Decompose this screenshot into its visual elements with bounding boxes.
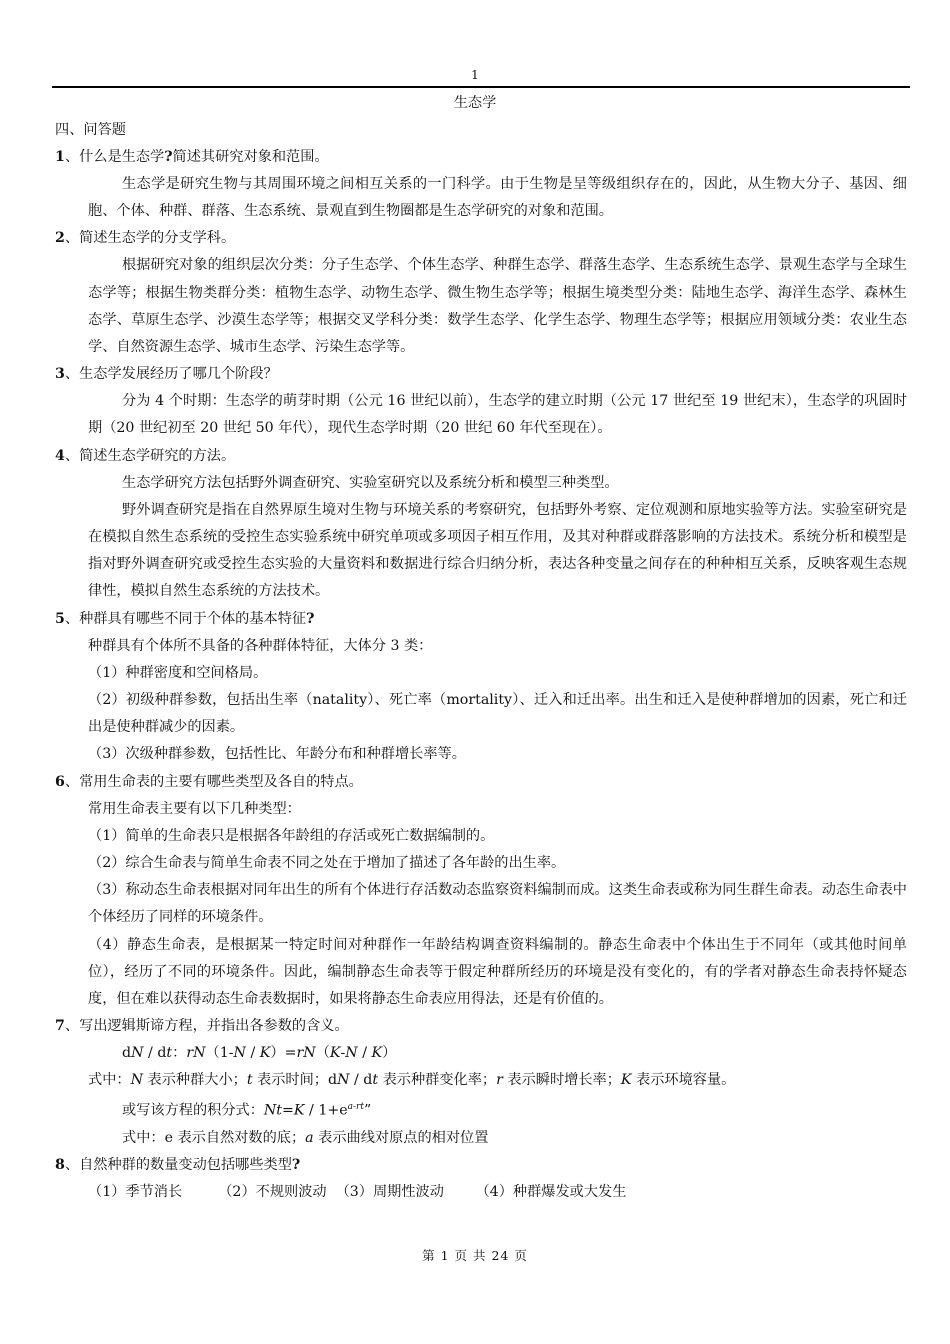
note-text: 表示种群大小； (143, 1072, 247, 1089)
formula-part: d (122, 1045, 132, 1062)
question-text: 、自然种群的数量变动包括哪些类型 (64, 1157, 292, 1174)
question-text: 、什么是生态学 (64, 149, 165, 165)
question-5 (55, 606, 907, 633)
answer-3: 分为 4 个时期：生态学的萌芽时期（公元 16 世纪以前），生态学的建立时期（公元 17 世纪至 19 世纪末），生态学的巩固时期（20 世纪初至 20 世纪 50 年代），现代生态学时期（20 世纪 60 年代至现在）。 (88, 393, 907, 437)
question-number: 4 (55, 447, 65, 464)
equation-parameter-note (55, 1067, 907, 1094)
formula-exponent: a-rt (347, 1102, 364, 1113)
formula-part: = (282, 1103, 294, 1120)
note-var: t (246, 1072, 253, 1089)
answer-6-item-3: （3）称动态生命表根据对同年出生的所有个体进行存活数动态监察资料编制而成。这类生命表或称为同生群生命表。动态生命表中个体经历了同样的环境条件。 (88, 882, 907, 926)
question-text: 、写出逻辑斯谛方程，并指出各参数的含义。 (64, 1018, 349, 1035)
document-body (55, 117, 907, 1206)
header-rule (52, 86, 910, 88)
formula-var: K (371, 1045, 383, 1062)
population-change-types: （1）季节消长 （2）不规则波动 （3）周期性波动 （4）种群爆发或大发生 (88, 1184, 627, 1201)
question-6 (55, 769, 907, 796)
note-var: t (372, 1072, 379, 1089)
answer-6-item-4: （4）静态生命表，是根据某一特定时间对种群作一年龄结构调查资料编制的。静态生命表中个体出生于不同年（或其他时间单位），经历了不同的环境条件。因此，编制静态生命表等于假定种群所经历的环境是没有变化的，有的学者对静态生命表持怀疑态度，但在难以获得动态生命表数据时，如果将静态生命表应用得法，还是有价值的。 (88, 936, 907, 1008)
note-text: 表示时间；d (252, 1072, 338, 1089)
integral-form-equation (55, 1094, 907, 1125)
logistic-equation (55, 1040, 907, 1067)
answer-2: 根据研究对象的组织层次分类：分子生态学、个体生态学、种群生态学、群落生态学、生态系统生态学、景观生态学与全球生态学等；根据生物类群分类：植物生态学、动物生态学、微生物生态学等；根据生境类型分类：陆地生态学、海洋生态学、森林生态学、草原生态学、沙漠生态学等；根据交叉学科分类：数学生态学、化学生态学、物理生态学等；根据应用领域分类：农业生态学、自然资源生态学、城市生态学、污染生态学等。 (88, 257, 907, 356)
answer-4-paragraph-2: 野外调查研究是指在自然界原生境对生物与环境关系的考察研究，包括野外考察、定位观测和原地实验等方法。实验室研究是在模拟自然生态系统的受控生态实验系统中研究单项或多项因子相互作用，及其对种群或群落影响的方法技术。系统分析和模型是指对野外调查研究或受控生态实验的大量资料和数据进行综合归纳分析，表达各种变量之间存在的种种相互关系，反映客观生态规律性，模拟自然生态系统的方法技术。 (88, 501, 907, 600)
question-mark: ? (291, 1157, 301, 1174)
formula-part: ： (172, 1045, 187, 1062)
section-title: 四、问答题 (55, 122, 126, 138)
question-text: 、简述生态学的分支学科。 (64, 230, 236, 247)
question-number: 6 (55, 773, 65, 790)
formula-var: r (186, 1045, 194, 1062)
question-number: 1 (55, 149, 65, 165)
formula-part: （1- (205, 1045, 234, 1062)
question-text-2: 简述其研究对象和范围。 (172, 149, 329, 165)
note-var: r (496, 1072, 503, 1089)
note-var: N (130, 1072, 143, 1089)
answer-5-intro: 种群具有个体所不具备的各种群体特征，大体分 3 类： (88, 637, 433, 654)
question-text: 、简述生态学研究的方法。 (64, 447, 236, 464)
formula-part: ” (363, 1103, 372, 1120)
question-3 (55, 361, 907, 388)
formula-var: t (166, 1045, 173, 1062)
formula-part: / (357, 1045, 372, 1062)
question-7 (55, 1013, 907, 1040)
note-text: 表示环境容量。 (631, 1072, 736, 1089)
question-number: 2 (55, 230, 65, 247)
formula-var: N (193, 1045, 206, 1062)
question-number: 8 (55, 1157, 65, 1174)
formula-var: K (293, 1103, 305, 1120)
question-text: 、种群具有哪些不同于个体的基本特征 (64, 610, 307, 627)
formula-var: N (303, 1045, 316, 1062)
answer-5-item-3: （3）次级种群参数，包括性比、年龄分布和种群增长率等。 (88, 746, 466, 763)
formula-part: ）= (270, 1045, 297, 1062)
answer-1: 生态学是研究生物与其周围环境之间相互关系的一门科学。由于生物是呈等级组织存在的，因此，从生物大分子、基因、细胞、个体、种群、群落、生态系统、景观直到生物圈都是生态学研究的对象和范围。 (88, 176, 907, 220)
question-4 (55, 443, 907, 470)
question-1 (55, 144, 907, 171)
formula-var: K (259, 1045, 271, 1062)
question-8 (55, 1152, 907, 1179)
formula-var: K (329, 1045, 341, 1062)
question-mark: ? (164, 149, 173, 165)
question-2 (55, 225, 907, 252)
answer-4-paragraph-1: 生态学研究方法包括野外调查研究、实验室研究以及系统分析和模型三种类型。 (122, 474, 619, 491)
answer-6-item-1: （1）简单的生命表只是根据各年龄组的存活或死亡数据编制的。 (88, 827, 495, 844)
note-text: / d (349, 1072, 373, 1089)
formula-part: / d (143, 1045, 167, 1062)
question-number: 3 (55, 366, 65, 383)
integral-parameter-note (55, 1125, 907, 1152)
question-text: 、常用生命表的主要有哪些类型及各自的特点。 (64, 773, 363, 790)
note-var: a (305, 1130, 314, 1147)
formula-var: Nt (263, 1103, 283, 1120)
question-text: 、生态学发展经历了哪几个阶段？ (64, 366, 278, 383)
note-var: K (620, 1072, 632, 1089)
note-text: 表示瞬时增长率； (502, 1072, 621, 1089)
note-var: N (337, 1072, 350, 1089)
page-footer: 第 1 页 共 24 页 (422, 1248, 528, 1263)
note-text: 表示种群变化率； (378, 1072, 497, 1089)
formula-part: - (340, 1045, 346, 1062)
document-title: 生态学 (453, 95, 497, 111)
formula-var: N (131, 1045, 144, 1062)
question-number: 5 (55, 610, 65, 627)
answer-5-item-2: （2）初级种群参数，包括出生率（natality）、死亡率（mortality）、迁入和迁出率。出生和迁入是使种群增加的因素，死亡和迁出是使种群减少的因素。 (88, 692, 907, 736)
question-mark: ? (306, 610, 315, 627)
header-page-number: 1 (471, 68, 479, 82)
answer-6-item-2: （2）综合生命表与简单生命表不同之处在于增加了描述了各年龄的出生率。 (88, 855, 566, 872)
note-text: 式中：e 表示自然对数的底； (122, 1130, 306, 1147)
question-number: 7 (55, 1018, 65, 1035)
formula-part: （ (315, 1045, 330, 1062)
answer-6-intro: 常用生命表主要有以下几种类型： (88, 800, 301, 817)
formula-part: ） (382, 1045, 397, 1062)
formula-var: N (233, 1045, 246, 1062)
formula-part: / 1+e (304, 1103, 348, 1120)
note-text: 表示曲线对原点的相对位置 (313, 1130, 489, 1147)
formula-part: 或写该方程的积分式： (122, 1103, 264, 1120)
answer-5-item-1: （1）种群密度和空间格局。 (88, 664, 268, 681)
note-text: 式中： (88, 1072, 131, 1089)
formula-var: r (296, 1045, 304, 1062)
formula-var: N (345, 1045, 358, 1062)
formula-part: / (245, 1045, 260, 1062)
